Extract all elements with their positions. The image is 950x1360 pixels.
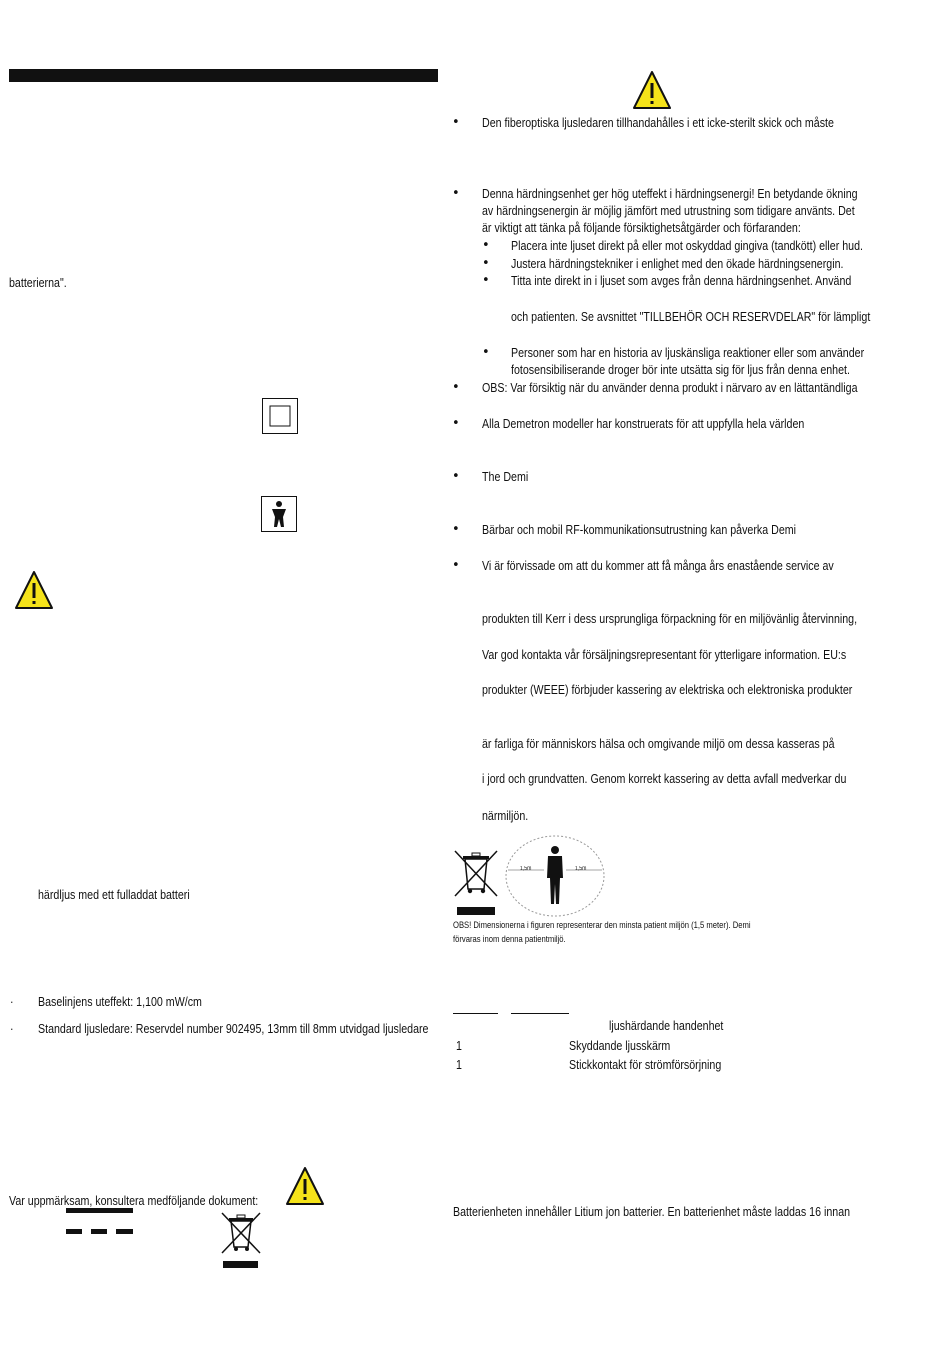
pkg-item-1: ljushärdande handenhet	[609, 1018, 724, 1033]
warning-triangle-icon	[285, 1166, 325, 1206]
bullet-service: •	[452, 558, 460, 573]
figure-note-l2: förvaras inom denna patientmiljö.	[453, 934, 566, 944]
right-text-p4: är farliga för människors hälsa och omgivande miljö om dessa kasseras på	[482, 736, 835, 751]
right-text-b2-l3: är viktigt att tänka på följande försiktighetsåtgärder och förfaranden:	[482, 220, 801, 235]
right-text-demi: The Demi	[482, 469, 529, 484]
right-text-obs: OBS: Var försiktig när du använder denna produkt i närvaro av en lättantändliga	[482, 380, 858, 395]
bf-body-icon	[261, 496, 297, 532]
sub-bullet-1: •	[482, 238, 490, 253]
right-text-b2-l2: av härdningsenergin är möjlig jämfört med utrustning som tidigare använts. Det	[482, 203, 855, 218]
left-text-baseline: Baselinjens uteffekt: 1,100 mW/cm	[38, 994, 202, 1009]
warning-triangle-icon	[14, 570, 54, 610]
pkg-item-3: Stickkontakt för strömförsörjning	[569, 1057, 722, 1072]
figure-dim-left: 1,5m	[520, 866, 532, 872]
left-text-hardljus: härdljus med ett fulladdat batteri	[38, 887, 190, 902]
left-standard-marker: ·	[10, 1021, 14, 1036]
table-header-line-item	[511, 1013, 569, 1014]
sub-bullet-3: •	[482, 273, 490, 288]
right-text-p6: närmiljön.	[482, 808, 529, 823]
left-baseline-marker: ·	[10, 994, 14, 1009]
right-text-sub3: Titta inte direkt in i ljuset som avges från denna härdningsenhet. Använd	[511, 273, 852, 288]
left-text-standard: Standard ljusledare: Reservdel number 902495, 13mm till 8mm utvidgad ljusledare	[38, 1021, 429, 1036]
right-text-b1: Den fiberoptiska ljusledaren tillhandahålles i ett icke-sterilt skick och måste	[482, 115, 834, 130]
sub-bullet-2: •	[482, 256, 490, 271]
weee-bin-icon	[453, 849, 499, 917]
pkg-item-2: Skyddande ljusskärm	[569, 1038, 671, 1053]
bullet-obs: •	[452, 380, 460, 395]
right-text-demetron: Alla Demetron modeller har konstruerats för att uppfylla hela världen	[482, 416, 805, 431]
right-text-b2-l1: Denna härdningsenhet ger hög uteffekt i härdningsenergi! En betydande ökning	[482, 186, 858, 201]
sub-bullet-4: •	[482, 345, 490, 360]
class-ii-square-icon	[262, 398, 298, 434]
right-text-battery: Batterienheten innehåller Litium jon batterier. En batterienhet måste laddas 16 innan	[453, 1204, 851, 1219]
figure-dim-right: 1,5m	[575, 866, 587, 872]
bullet-rf: •	[452, 522, 460, 537]
right-text-sub1: Placera inte ljuset direkt på eller mot oskyddad gingiva (tandkött) eller hud.	[511, 238, 863, 253]
figure-note-l1: OBS! Dimensionerna i figuren representerar den minsta patient miljön (1,5 meter). Demi	[453, 920, 751, 930]
right-text-sub4-l1: Personer som har en historia av ljuskänsliga reaktioner eller som använder	[511, 345, 865, 360]
right-text-sub3-cont: och patienten. Se avsnittet "TILLBEHÖR OCH RESERVDELAR" för lämpligt	[511, 309, 871, 324]
patient-environment-figure	[504, 834, 606, 918]
bullet-2: •	[452, 186, 460, 201]
right-text-sub2: Justera härdningstekniker i enlighet med den ökade härdningsenergin.	[511, 256, 844, 271]
right-text-p2: Var god kontakta vår försäljningsrepresentant för ytterligare information. EU:s	[482, 647, 847, 662]
left-text-consult: Var uppmärksam, konsultera medföljande dokument:	[9, 1193, 259, 1208]
pkg-qty-3: 1	[456, 1057, 462, 1072]
weee-bin-icon	[220, 1211, 262, 1269]
warning-triangle-icon	[632, 70, 672, 110]
header-bar	[9, 69, 438, 82]
table-header-line-qty	[453, 1013, 498, 1014]
dc-symbol-icon	[66, 1208, 134, 1238]
right-text-sub4-l2: fotosensibiliserande droger bör inte utsätta sig för ljus från denna enhet.	[511, 362, 850, 377]
bullet-1: •	[452, 115, 460, 130]
right-text-service: Vi är förvissade om att du kommer att få många års enastående service av	[482, 558, 834, 573]
right-text-p1: produkten till Kerr i dess ursprungliga förpackning för en miljövänlig återvinning,	[482, 611, 858, 626]
pkg-qty-2: 1	[456, 1038, 462, 1053]
right-text-p5: i jord och grundvatten. Genom korrekt kassering av detta avfall medverkar du	[482, 771, 847, 786]
bullet-demi: •	[452, 469, 460, 484]
left-text-batterierna: batterierna".	[9, 275, 67, 290]
right-text-rf: Bärbar och mobil RF-kommunikationsutrustning kan påverka Demi	[482, 522, 797, 537]
right-text-p3: produkter (WEEE) förbjuder kassering av elektriska och elektroniska produkter	[482, 682, 853, 697]
bullet-demetron: •	[452, 416, 460, 431]
